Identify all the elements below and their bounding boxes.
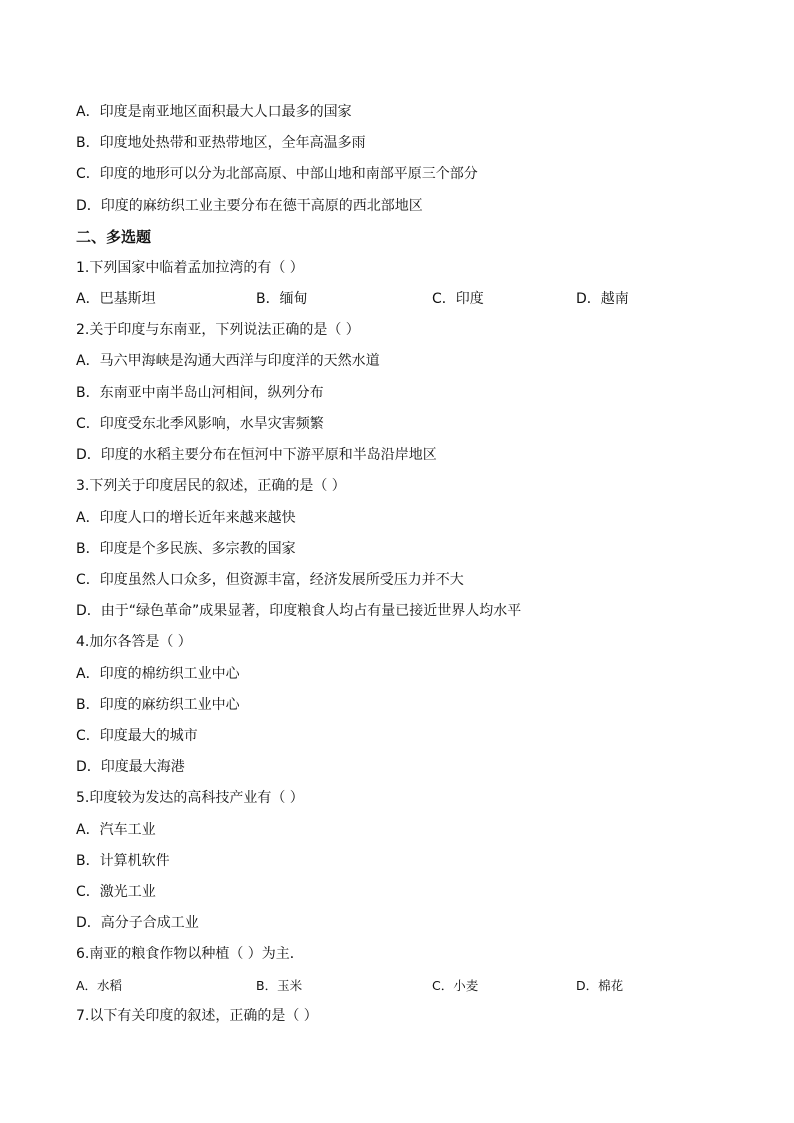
option-text: A．印度是南亚地区面积最大人口最多的国家 — [76, 104, 352, 120]
section-heading: 二、多选题 — [76, 228, 152, 246]
option-text: C．印度受东北季风影响，水旱灾害频繁 — [76, 416, 324, 432]
question-stem: 3.下列关于印度居民的叙述，正确的是（ ） — [76, 478, 346, 494]
option-text: B．东南亚中南半岛山河相间，纵列分布 — [76, 385, 324, 401]
option-text: A．印度人口的增长近年来越来越快 — [76, 510, 296, 526]
option-text: D．棉花 — [576, 978, 624, 993]
option-text: D．印度最大海港 — [76, 759, 185, 775]
option-text: A．马六甲海峡是沟通大西洋与印度洋的天然水道 — [76, 353, 380, 369]
option-text: D．印度的麻纺织工业主要分布在德干高原的西北部地区 — [76, 198, 423, 214]
question-stem: 4.加尔各答是（ ） — [76, 634, 192, 650]
question-stem: 2.关于印度与东南亚，下列说法正确的是（ ） — [76, 322, 360, 338]
question-stem: 1.下列国家中临着孟加拉湾的有（ ） — [76, 260, 304, 276]
question-stem: 5.印度较为发达的高科技产业有（ ） — [76, 790, 304, 806]
option-text: D．高分子合成工业 — [76, 915, 199, 931]
question-stem: 7.以下有关印度的叙述，正确的是（ ） — [76, 1008, 318, 1024]
option-text: C．印度 — [432, 291, 484, 307]
option-text: C．印度的地形可以分为北部高原、中部山地和南部平原三个部分 — [76, 166, 478, 182]
option-text: C．激光工业 — [76, 884, 156, 900]
option-text: D．由于“绿色革命”成果显著，印度粮食人均占有量已接近世界人均水平 — [76, 603, 522, 619]
option-text: C．小麦 — [432, 978, 479, 993]
option-text: C．印度虽然人口众多，但资源丰富，经济发展所受压力并不大 — [76, 572, 464, 588]
option-text: A．巴基斯坦 — [76, 291, 156, 307]
option-text: B．玉米 — [256, 978, 303, 993]
option-text: D．越南 — [576, 291, 629, 307]
option-text: C．印度最大的城市 — [76, 728, 198, 744]
option-text: A．水稻 — [76, 978, 123, 993]
question-stem: 6.南亚的粮食作物以种植（ ）为主． — [76, 946, 304, 962]
option-text: A．印度的棉纺织工业中心 — [76, 666, 240, 682]
option-text: B．计算机软件 — [76, 853, 170, 869]
option-text: A．汽车工业 — [76, 822, 156, 838]
option-text: B．印度地处热带和亚热带地区，全年高温多雨 — [76, 135, 366, 151]
option-text: B．印度是个多民族、多宗教的国家 — [76, 541, 296, 557]
option-text: B．缅甸 — [256, 291, 308, 307]
option-text: B．印度的麻纺织工业中心 — [76, 697, 240, 713]
option-text: D．印度的水稻主要分布在恒河中下游平原和半岛沿岸地区 — [76, 447, 437, 463]
